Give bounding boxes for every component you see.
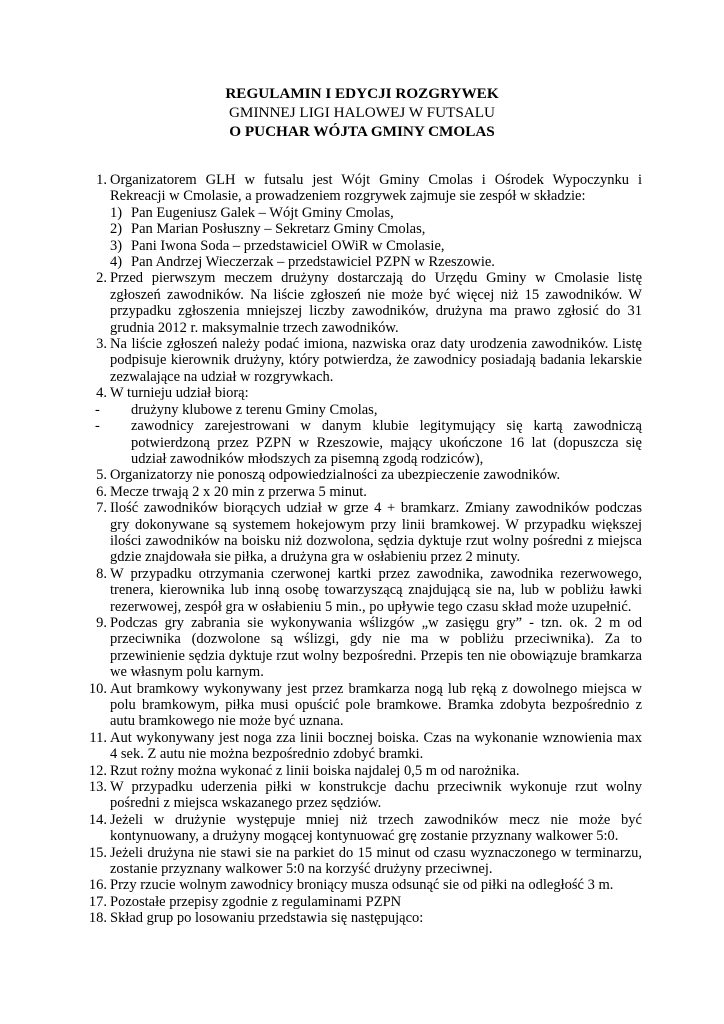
item-text: W przypadku uderzenia piłki w konstrukcje dachu przeciwnik wykonuje rzut wolny pośredni z miejsca wskazanego przez sędziów. [110, 779, 642, 812]
member-number: 1) [110, 204, 123, 221]
regulation-item [96, 500, 642, 566]
title-line-3: O PUCHAR WÓJTA GMINY CMOLAS [229, 123, 495, 140]
member-text: Pani Iwona Soda – przedstawiciel OWiR w Cmolasie, [131, 237, 445, 254]
item-number: 17. [88, 893, 107, 910]
regulation-item [96, 336, 642, 385]
item-text: Na liście zgłoszeń należy podać imiona, nazwiska oraz daty urodzenia zawodników. Listę podpisuje kierownik drużyny, który potwierdza, że zawodnicy posiadają badania lekarskie zezwalające na udział w rozgrywkach. [110, 336, 642, 385]
regulation-item [96, 270, 642, 336]
item-text: Mecze trwają 2 x 20 min z przerwa 5 minut. [110, 483, 367, 500]
item-number: 14. [88, 811, 107, 828]
title-line-1: REGULAMIN I EDYCJI ROZGRYWEK [225, 85, 499, 102]
item-number: 15. [88, 844, 107, 861]
item-text: W przypadku otrzymania czerwonej kartki przez zawodnika, zawodnika rezerwowego, trenera, kierownika lub inną osobę towarzyszącą znajdującą sie na, lub w pobliżu ławki rezerwowej, zespół gra w osłabieniu 5 min., po upływie tego czasu skład może uzupełnić. [110, 565, 642, 615]
regulation-item [96, 483, 642, 500]
item-text: Pozostałe przepisy zgodnie z regulaminami PZPN [110, 893, 402, 910]
item-number: 6. [96, 483, 107, 500]
member-number: 3) [110, 237, 123, 254]
regulations-list [88, 172, 642, 927]
regulation-item [88, 877, 642, 894]
regulation-item [88, 779, 642, 812]
item-number: 5. [96, 467, 107, 484]
item-number: 9. [96, 614, 107, 631]
participant-text: zawodnicy zarejestrowani w danym klubie legitymujący się kartą zawodniczą potwierdzoną przez PZPN w Rzeszowie, mający ukończone 16 lat (dopuszcza się udział zawodników młodszych za pisemną zgodą rodziców), [131, 418, 642, 467]
regulation-item [88, 811, 642, 845]
member-number: 2) [110, 221, 123, 238]
item-number: 12. [88, 762, 107, 779]
item-number: 1. [96, 172, 107, 188]
item-text: Jeżeli w drużynie występuje mniej niż trzech zawodników mecz nie może być kontynuowany, a drużyny mogącej kontynuować grę zostanie przyznany walkower 5:0. [110, 811, 642, 845]
item-number: 13. [88, 779, 107, 796]
document-title [0, 84, 724, 141]
regulation-item [88, 910, 642, 927]
item-text: Jeżeli drużyna nie stawi sie na parkiet do 15 minut od czasu wyznaczonego w terminarzu, zostanie przyznany walkower 5:0 na korzyść drużyny przeciwnej. [110, 844, 642, 878]
item-number: 10. [88, 680, 107, 697]
participant-text: drużyny klubowe z terenu Gminy Cmolas, [131, 401, 378, 418]
regulation-item [95, 385, 642, 467]
item-number: 8. [96, 565, 107, 582]
regulation-item [96, 467, 642, 484]
committee-member [110, 205, 642, 221]
regulation-item [88, 680, 642, 730]
item-text: Aut bramkowy wykonywany jest przez bramkarza nogą lub ręką z dowolnego miejsca w polu bramkowym, piłka musi opuścić pole bramkowe. Bramka zdobyta bezpośrednio z autu bramkowego nie może być uznana. [110, 680, 642, 730]
regulation-item [88, 762, 642, 779]
committee-member [110, 221, 642, 237]
item-text: Organizatorem GLH w futsalu jest Wójt Gminy Cmolas i Ośrodek Wypoczynku i Rekreacji w Cmolasie, a prowadzeniem rozgrywek zajmuje sie zespół w składzie: [110, 172, 642, 205]
title-line-2: GMINNEJ LIGI HALOWEJ W FUTSALU [228, 104, 496, 121]
item-text: Skład grup po losowaniu przedstawia się następująco: [110, 910, 424, 927]
item-number: 16. [88, 877, 107, 894]
item-text: Rzut rożny można wykonać z linii boiska najdalej 0,5 m od narożnika. [110, 762, 520, 779]
item-text: Ilość zawodników biorących udział w grze 4 + bramkarz. Zmiany zawodników podczas gry dokonywane są systemem hokejowym przy linii bramkowej. W przypadku większej ilości zawodników na boisku niż dozwolona, sędzia dyktuje rzut wolny pośredni z miejsca gdzie znajdowała sie piłka, a drużyna gra w osłabieniu przez 2 minuty. [110, 500, 642, 566]
item-number: 11. [89, 729, 107, 746]
regulation-item [96, 565, 642, 615]
item-text: Aut wykonywany jest noga zza linii bocznej boiska. Czas na wykonanie wznowienia max 4 sek. Z autu nie można bezpośrednio zdobyć bramki. [110, 729, 642, 763]
participants-list [95, 401, 642, 468]
item-text: Podczas gry zabrania sie wykonywania wślizgów „w zasięgu gry” - tzn. ok. 2 m od przeciwnika (dozwolone są wślizgi, gdy nie ma w pobliżu przeciwnika). Za to przewinienie sędzia dyktuje rzut wolny bezpośredni. Przepis ten nie obowiązuje bramkarza we własnym polu karnym. [110, 614, 642, 681]
dash-marker: - [95, 418, 100, 435]
committee-list [110, 205, 642, 271]
regulation-item [96, 614, 642, 681]
member-number: 4) [110, 254, 123, 271]
item-text: Organizatorzy nie ponoszą odpowiedzialności za ubezpieczenie zawodników. [110, 467, 561, 484]
regulation-item [89, 729, 642, 763]
dash-marker: - [95, 401, 100, 418]
participant-item [95, 418, 642, 467]
item-text: Przy rzucie wolnym zawodnicy broniący musza odsunąć sie od piłki na odległość 3 m. [110, 877, 614, 894]
committee-member [110, 254, 642, 270]
item-number: 3. [96, 336, 107, 353]
regulation-item [96, 172, 642, 271]
regulations-body [88, 172, 642, 927]
regulation-item [88, 844, 642, 878]
committee-member [110, 238, 642, 254]
member-text: Pan Marian Posłuszny – Sekretarz Gminy Cmolas, [131, 221, 426, 238]
item-number: 18. [88, 910, 107, 927]
member-text: Pan Andrzej Wieczerzak – przedstawiciel PZPN w Rzeszowie. [131, 254, 495, 271]
item-text: W turnieju udział biorą: [110, 385, 249, 402]
regulation-item [88, 893, 642, 910]
item-number: 4. [96, 385, 107, 402]
member-text: Pan Eugeniusz Galek – Wójt Gminy Cmolas, [131, 204, 394, 221]
item-text: Przed pierwszym meczem drużyny dostarczają do Urzędu Gminy w Cmolasie listę zgłoszeń zawodników. Na liście zgłoszeń nie może być więcej niż 15 zawodników. W przypadku zgłoszenia mniejszej liczby zawodników, drużyna ma prawo zgłosić do 31 grudnia 2012 r. maksymalnie trzech zawodników. [110, 270, 642, 336]
item-number: 7. [96, 500, 107, 517]
participant-item [95, 401, 642, 418]
item-number: 2. [96, 270, 107, 287]
